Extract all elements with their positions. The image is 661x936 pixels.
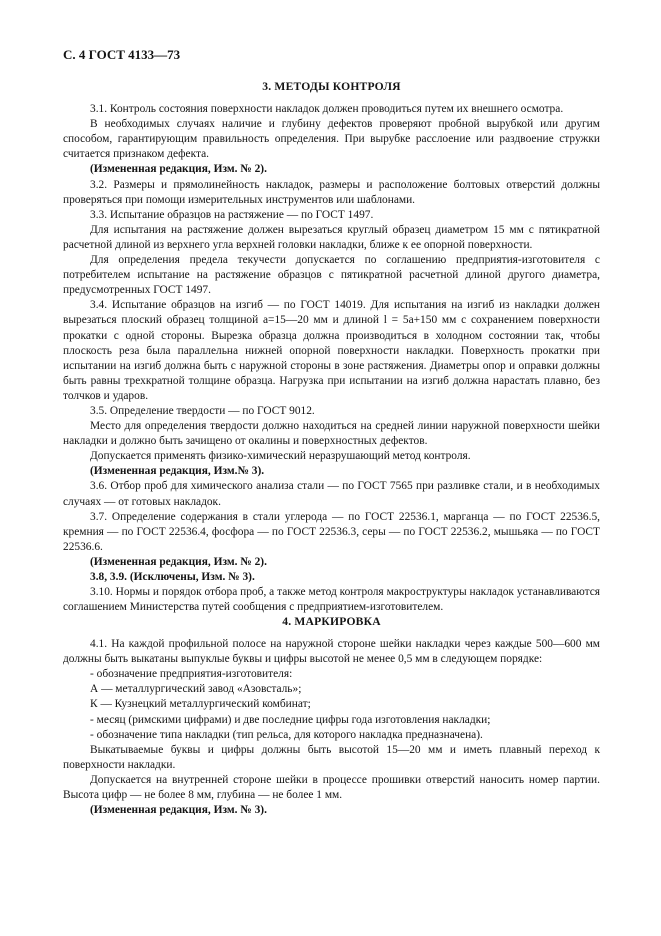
edit-note: (Измененная редакция, Изм. № 2). [90, 555, 267, 568]
excluded-note: 3.8, 3.9. (Исключены, Изм. № 3). [90, 571, 255, 583]
paragraph: 3.7. Определение содержания в стали углерода — по ГОСТ 22536.1, марганца — по ГОСТ 22536.5, кремния — по ГОСТ 22536.4, фосфора — по ГОСТ 22536.3, серы — по ГОСТ 22536.2, мышьяка — по ГОСТ 22536.6. [63, 510, 600, 553]
paragraph: 4.1. На каждой профильной полосе на наружной стороне шейки накладки через каждые 500—600 мм должны быть выкатаны выпуклые буквы и цифры высотой не менее 0,5 мм в следующем порядке: [63, 638, 600, 666]
section-marking [63, 614, 600, 818]
paragraph: Допускается на внутренней стороне шейки в процессе прошивки отверстий наносить номер партии. Высота цифр — не более 8 мм, глубина — не более 1 мм. [63, 773, 600, 802]
edit-note: (Измененная редакция, Изм. № 3). [90, 804, 267, 817]
list-item: - обозначение предприятия-изготовителя: [90, 668, 293, 681]
paragraph: 3.2. Размеры и прямолинейность накладок, размеры и расположение болтовых отверстий должны проверяться при помощи измерительных инструментов или шаблонами. [63, 178, 600, 206]
page-header: С. 4 ГОСТ 4133—73 [63, 47, 181, 62]
paragraph: 3.5. Определение твердости — по ГОСТ 9012. [90, 404, 315, 417]
list-item: К — Кузнецкий металлургический комбинат; [90, 698, 311, 711]
paragraph: В необходимых случаях наличие и глубину дефектов проверяют пробной вырубкой или другим способом, гарантирующим правильность определения. При вырубке расслоение или раздвоение стружки считается признаком дефекта. [63, 118, 600, 161]
section-methods [63, 79, 600, 615]
edit-note: (Измененная редакция, Изм. № 2). [90, 163, 267, 176]
paragraph: Для определения предела текучести допускается по соглашению предприятия-изготовителя с потребителем испытание на растяжение образцов с пятикратной расчетной длиной другого диаметра, предусмотренных ГОСТ 1497. [63, 254, 600, 297]
paragraph: 3.6. Отбор проб для химического анализа стали — по ГОСТ 7565 при разливке стали, и в необходимых случаях — от готовых накладок. [63, 480, 600, 508]
paragraph: Допускается применять физико-химический неразрушающий метод контроля. [90, 450, 471, 463]
paragraph: Выкатываемые буквы и цифры должны быть высотой 15—20 мм и иметь плавный переход к поверхности накладки. [63, 743, 600, 771]
edit-note: (Измененная редакция, Изм.№ 3). [90, 465, 265, 478]
paragraph: 3.1. Контроль состояния поверхности накладок должен проводиться путем их внешнего осмотра. [90, 103, 564, 116]
paragraph: 3.3. Испытание образцов на растяжение — по ГОСТ 1497. [90, 208, 374, 221]
list-item: - месяц (римскими цифрами) и две последние цифры года изготовления накладки; [90, 713, 491, 726]
list-item: А — металлургический завод «Азовсталь»; [90, 683, 302, 696]
paragraph: 3.4. Испытание образцов на изгиб — по ГОСТ 14019. Для испытания на изгиб из накладки должен вырезаться плоский образец толщиной a=15—20 мм и длиной l = 5a+150 мм с сохранением поверхности прокатки с одной стороны. Вырезка образца должна производиться в холодном состоянии так, чтобы плоскость реза была параллельна нижней опорной поверхности накладки. Поверхность прокатки при испытании на изгиб должна быть с наружной стороны в зоне растяжения. Диаметры опор и оправки должны быть равны трехкратной толщине образца. Нагрузка при испытании на изгиб должна нарастать плавно, без толчков и ударов. [63, 299, 600, 402]
paragraph: Для испытания на растяжение должен вырезаться круглый образец диаметром 15 мм с пятикратной расчетной длиной из верхнего угла верхней головки накладки, ближе к ее опорной поверхности. [63, 223, 600, 251]
section-title: 3. МЕТОДЫ КОНТРОЛЯ [262, 80, 401, 93]
section-title: 4. МАРКИРОВКА [282, 615, 381, 628]
paragraph: 3.10. Нормы и порядок отбора проб, а также метод контроля макроструктуры накладок устанавливаются соглашением Министерства путей сообщения с предприятием-изготовителем. [63, 586, 600, 614]
list-item: - обозначение типа накладки (тип рельса, для которого накладка предназначена). [90, 728, 483, 741]
paragraph: Место для определения твердости должно находиться на средней линии наружной поверхности шейки накладки и должно быть зачищено от окалины и поверхностных дефектов. [63, 420, 600, 448]
